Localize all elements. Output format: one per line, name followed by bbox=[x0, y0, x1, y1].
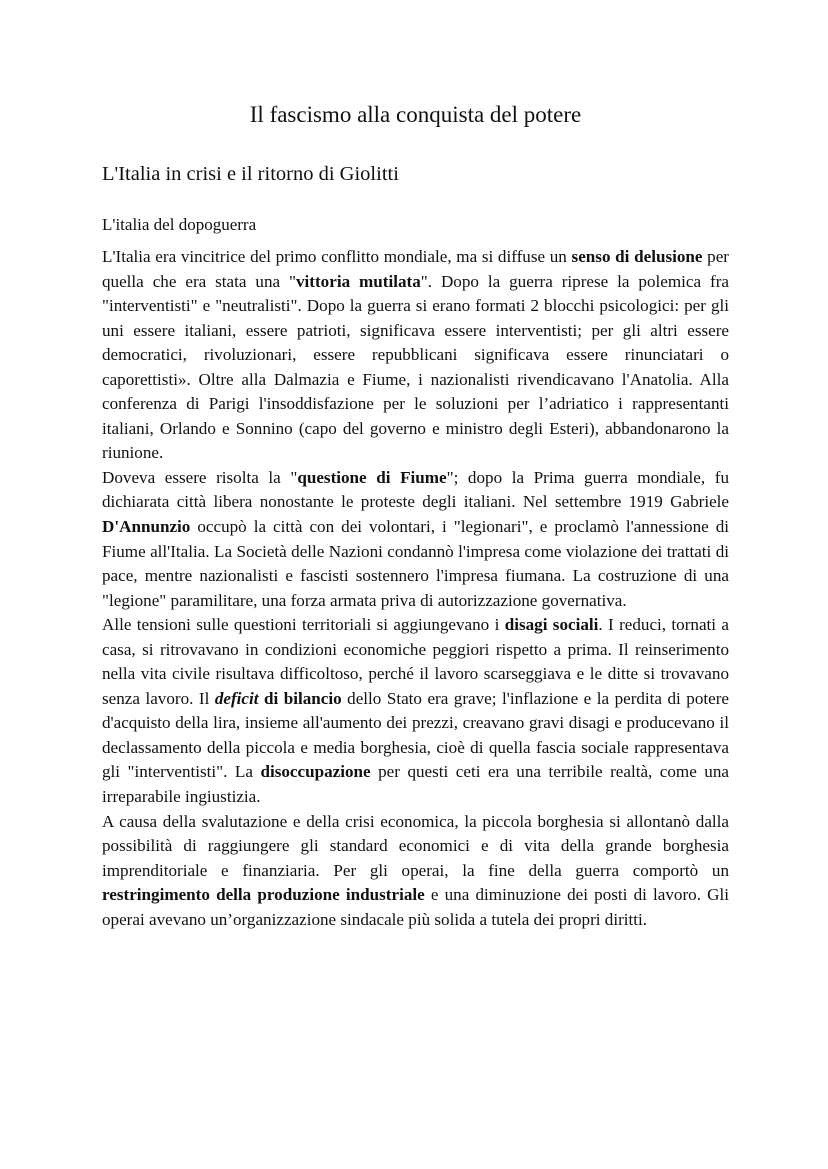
document-body bbox=[102, 245, 729, 932]
bold-text: vittoria mutilata bbox=[296, 271, 421, 291]
text-segment: per questi ceti era una terribile realtà, come una irreparabile ingiustizia. bbox=[102, 762, 729, 807]
text-segment: . I reduci, tornati a casa, si ritrovavano in condizioni economiche peggiori rispetto a prima. Il reinserimento nella vita civile risultava difficoltoso, perché il lavoro scarseggiava e le ditte si trovavano senza lavoro. Il bbox=[102, 615, 729, 708]
text-segment: occupò la città con dei volontari, i "legionari", e proclamò l'annessione di Fiume all'Italia. La Società delle Nazioni condannò l'impresa come violazione dei trattati di pace, mentre nazionalisti e fascisti sostennero l'impresa fiumana. La costruzione di una "legione" paramilitare, una forza armata priva di autorizzazione governativa. bbox=[102, 517, 729, 610]
bold-text: di bilancio bbox=[258, 688, 342, 708]
section-title: L'Italia in crisi e il ritorno di Giolitti bbox=[102, 163, 399, 185]
subsection-title: L'italia del dopoguerra bbox=[102, 215, 257, 234]
bold-text: D'Annunzio bbox=[102, 517, 191, 537]
paragraph bbox=[102, 245, 729, 466]
text-segment: e una diminuzione dei posti di lavoro. Gli operai avevano un’organizzazione sindacale più solida a tutela dei propri diritti. bbox=[102, 885, 729, 929]
text-segment: per quella che era stata una " bbox=[102, 247, 730, 291]
text-segment: dello Stato era grave; l'inflazione e la perdita di potere d'acquisto della lira, insieme all'aumento dei prezzi, creavano gravi disagi e producevano il declassamento della piccola e media borghesia, cioè di quella fascia sociale rappresentava gli "interventisti". La bbox=[102, 688, 730, 782]
text-segment: L'Italia era vincitrice del primo conflitto mondiale, ma si diffuse un bbox=[102, 247, 572, 266]
document-title: Il fascismo alla conquista del potere bbox=[249, 102, 582, 127]
bold-text: disoccupazione bbox=[260, 762, 371, 782]
text-segment: Alle tensioni sulle questioni territoriali si aggiungevano i bbox=[102, 615, 505, 635]
text-segment: ". Dopo la guerra riprese la polemica fra "interventisti" e "neutralisti". Dopo la guerra si erano formati 2 blocchi psicologici: per gli uni essere italiani, essere patrioti, significava essere interventisti; per gli altri essere democratici, rivoluzionari, essere repubblicani significava essere rinunciatari o caporettisti». Oltre alla Dalmazia e Fiume, i nazionalisti rivendicavano l'Anatolia. Alla conferenza di Parigi l'insoddisfazione per le soluzioni per l’adriatico i rappresentanti italiani, Orlando e Sonnino (capo del governo e ministro degli Esteri), abbandonarono la riunione. bbox=[102, 271, 729, 463]
paragraph bbox=[102, 613, 729, 809]
text-segment: A causa della svalutazione e della crisi economica, la piccola borghesia si allontanò dalla possibilità di raggiungere gli standard economici e di vita della grande borghesia imprenditoriale e finanziaria. Per gli operai, la fine della guerra comportò un bbox=[102, 811, 729, 880]
text-segment: "; dopo la Prima guerra mondiale, fu dichiarata città libera nonostante le proteste degli italiani. Nel settembre 1919 Gabriele bbox=[102, 467, 729, 512]
bold-italic-text: deficit bbox=[214, 688, 259, 708]
bold-text: senso di delusione bbox=[571, 247, 703, 266]
paragraph bbox=[102, 810, 729, 933]
bold-text: restringimento della produzione industriale bbox=[102, 885, 425, 905]
paragraph bbox=[102, 466, 729, 613]
bold-text: questione di Fiume bbox=[297, 467, 447, 487]
text-segment: Doveva essere risolta la " bbox=[102, 467, 298, 487]
bold-text: disagi sociali bbox=[504, 615, 599, 635]
